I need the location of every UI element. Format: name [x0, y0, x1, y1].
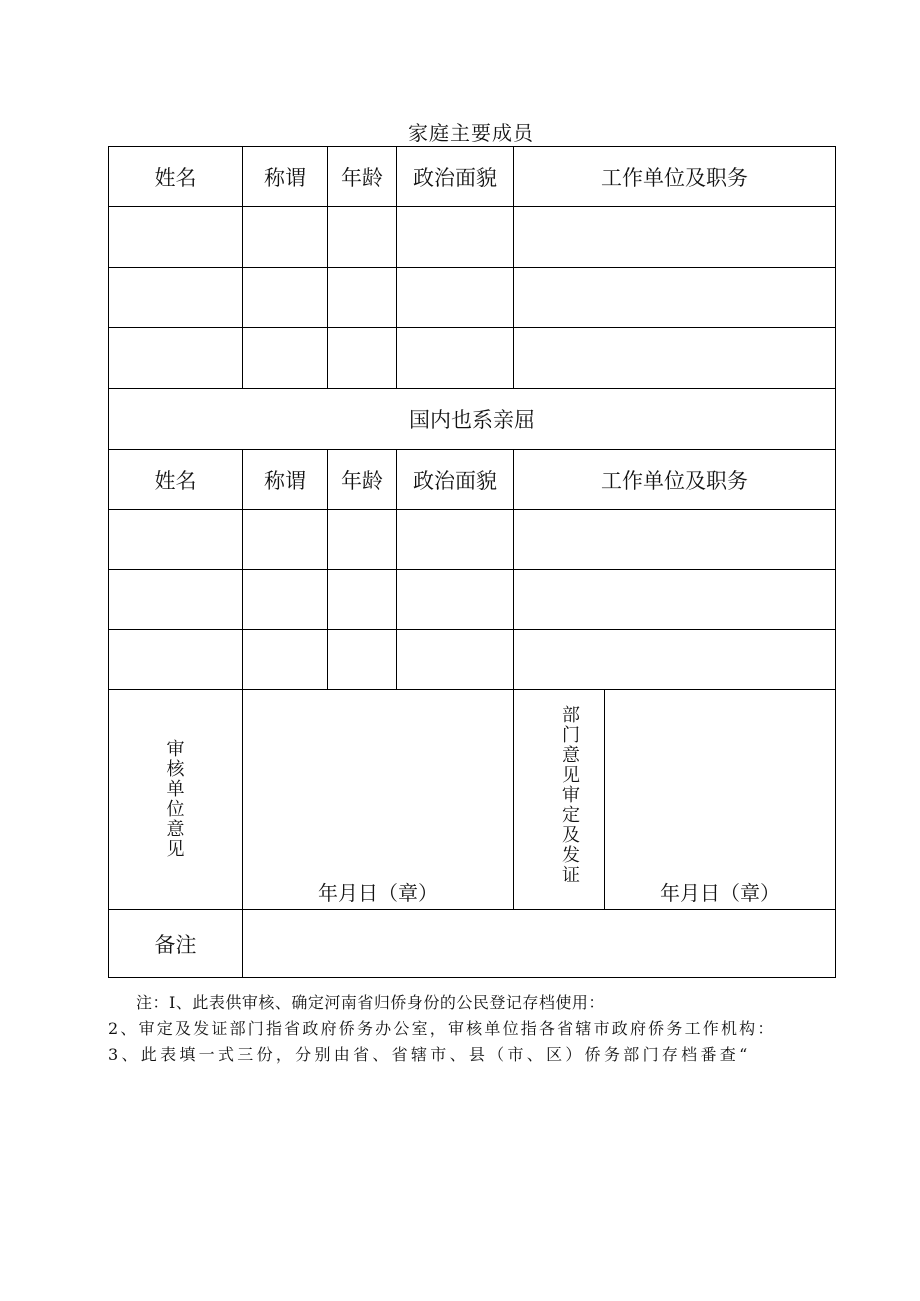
work-unit-cell[interactable] [514, 570, 836, 630]
column-header-name: 姓名 [109, 450, 243, 510]
footnote-1: 注：I、此表供审核、确定河南省归侨身份的公民登记存档使用： [136, 993, 605, 1012]
review-unit-date-stamp: 年月日（章） [318, 881, 438, 905]
review-row [109, 690, 836, 910]
name-cell[interactable] [109, 207, 243, 268]
relation-cell[interactable] [243, 510, 328, 570]
political-status-cell[interactable] [397, 207, 514, 268]
age-cell[interactable] [328, 570, 397, 630]
review-unit-opinion-cell[interactable] [243, 690, 514, 910]
age-cell[interactable] [328, 630, 397, 690]
work-unit-cell[interactable] [514, 510, 836, 570]
work-unit-cell[interactable] [514, 207, 836, 268]
column-header-work-unit: 工作单位及职务 [514, 147, 836, 207]
political-status-cell[interactable] [397, 268, 514, 328]
political-status-cell[interactable] [397, 630, 514, 690]
column-header-age: 年龄 [328, 450, 397, 510]
relatives-row [109, 510, 836, 570]
section-title-family: 家庭主要成员 [408, 121, 534, 145]
relation-cell[interactable] [243, 630, 328, 690]
footnote-2: 2、审定及发证部门指省政府侨务办公室，审核单位指各省辖市政府侨务工作机构： [108, 1019, 776, 1038]
name-cell[interactable] [109, 328, 243, 389]
approval-dept-date-stamp: 年月日（章） [660, 881, 780, 905]
name-cell[interactable] [109, 268, 243, 328]
political-status-cell[interactable] [397, 570, 514, 630]
footnotes [108, 990, 838, 1068]
review-unit-label: 审核单位意见 [166, 738, 185, 860]
remarks-label: 备注 [109, 910, 243, 978]
column-header-relation: 称谓 [243, 450, 328, 510]
age-cell[interactable] [328, 207, 397, 268]
approval-dept-opinion-cell[interactable] [605, 690, 836, 910]
age-cell[interactable] [328, 510, 397, 570]
remarks-cell[interactable] [243, 910, 836, 978]
column-header-age: 年龄 [328, 147, 397, 207]
political-status-cell[interactable] [397, 510, 514, 570]
work-unit-cell[interactable] [514, 630, 836, 690]
column-header-political-status: 政治面貌 [397, 147, 514, 207]
family-header-row [109, 147, 836, 207]
relation-cell[interactable] [243, 268, 328, 328]
age-cell[interactable] [328, 328, 397, 389]
family-row [109, 268, 836, 328]
work-unit-cell[interactable] [514, 268, 836, 328]
remarks-row [109, 910, 836, 978]
name-cell[interactable] [109, 570, 243, 630]
relation-cell[interactable] [243, 207, 328, 268]
relatives-row [109, 570, 836, 630]
approval-dept-label: 部门意见审定及发证 [562, 705, 580, 886]
relation-cell[interactable] [243, 328, 328, 389]
age-cell[interactable] [328, 268, 397, 328]
column-header-political-status: 政治面貌 [397, 450, 514, 510]
work-unit-cell[interactable] [514, 328, 836, 389]
family-row [109, 207, 836, 268]
column-header-relation: 称谓 [243, 147, 328, 207]
section-title-relatives: 国内也系亲屈 [109, 389, 836, 450]
name-cell[interactable] [109, 510, 243, 570]
relatives-title-row [109, 389, 836, 450]
column-header-name: 姓名 [109, 147, 243, 207]
footnote-3: 3、此表填一式三份，分别由省、省辖市、县（市、区）侨务部门存档番查“ [108, 1045, 751, 1064]
relatives-header-row [109, 450, 836, 510]
relation-cell[interactable] [243, 570, 328, 630]
relatives-row [109, 630, 836, 690]
registration-form-table [108, 146, 836, 978]
approval-dept-label-cell [514, 690, 605, 910]
political-status-cell[interactable] [397, 328, 514, 389]
family-row [109, 328, 836, 389]
review-unit-label-cell [109, 690, 243, 910]
name-cell[interactable] [109, 630, 243, 690]
column-header-work-unit: 工作单位及职务 [514, 450, 836, 510]
